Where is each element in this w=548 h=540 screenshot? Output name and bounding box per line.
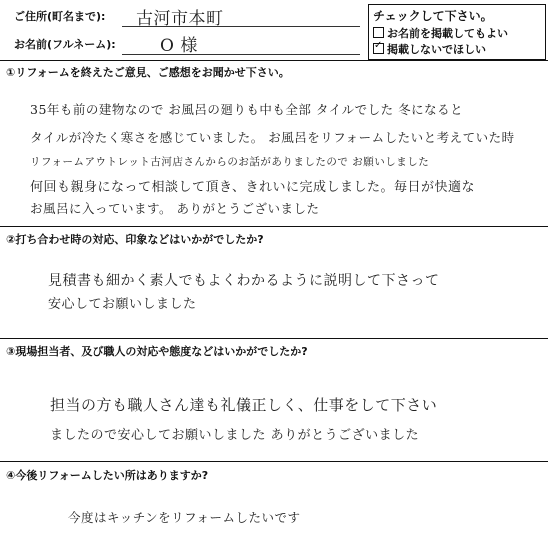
answer-1-line: お風呂に入っています。 ありがとうございました <box>30 201 320 216</box>
checkbox-no-publish[interactable]: ✓ <box>373 43 384 54</box>
section-divider <box>0 60 548 61</box>
consent-option-no-publish[interactable] <box>373 41 486 57</box>
answer-4-line: 今度はキッチンをリフォームしたいです <box>68 510 301 525</box>
consent-title: チェックして下さい。 <box>373 9 493 23</box>
section-divider <box>0 226 548 227</box>
address-underline <box>122 26 360 27</box>
question-4-heading: ④今後リフォームしたい所はありますか? <box>6 469 209 482</box>
answer-2-line: 安心してお願いしました <box>48 297 197 312</box>
name-label: お名前(フルネーム): <box>14 38 116 51</box>
consent-option-publish-label: お名前を掲載してもよい <box>387 27 508 40</box>
publish-consent-panel <box>368 4 546 60</box>
answer-1-line: リフォームアウトレット古河店さんからのお話がありましたので お願いしました <box>30 156 430 168</box>
checkbox-publish[interactable] <box>373 27 384 38</box>
name-value: O 様 <box>160 36 198 56</box>
section-divider <box>0 461 548 462</box>
answer-3-line: ましたので安心してお願いしました ありがとうございました <box>50 428 420 443</box>
answer-1-line: 35年も前の建物なので お風呂の廻りも中も全部 タイルでした 冬になると <box>30 102 464 117</box>
address-value: 古河市本町 <box>136 9 224 29</box>
answer-1-line: タイルが冷たく寒さを感じていました。 お風呂をリフォームしたいと考えていた時 <box>30 130 515 145</box>
answer-3-line: 担当の方も職人さん達も礼儀正しく、仕事をして下さい <box>50 396 438 414</box>
name-underline <box>122 54 360 55</box>
section-divider <box>0 338 548 339</box>
question-2-heading: ②打ち合わせ時の対応、印象などはいかがでしたか? <box>6 233 264 246</box>
answer-1-line: 何回も親身になって相談して頂き、きれいに完成しました。毎日が快適な <box>30 180 475 195</box>
answer-2-line: 見積書も細かく素人でもよくわかるように説明して下さって <box>48 273 440 289</box>
consent-option-publish[interactable] <box>373 25 508 41</box>
address-label: ご住所(町名まで): <box>14 10 106 23</box>
question-3-heading: ③現場担当者、及び職人の対応や態度などはいかがでしたか? <box>6 345 308 358</box>
consent-option-no-publish-label: 掲載しないでほしい <box>387 43 486 56</box>
question-1-heading: ①リフォームを終えたご意見、ご感想をお聞かせ下さい。 <box>6 66 290 79</box>
